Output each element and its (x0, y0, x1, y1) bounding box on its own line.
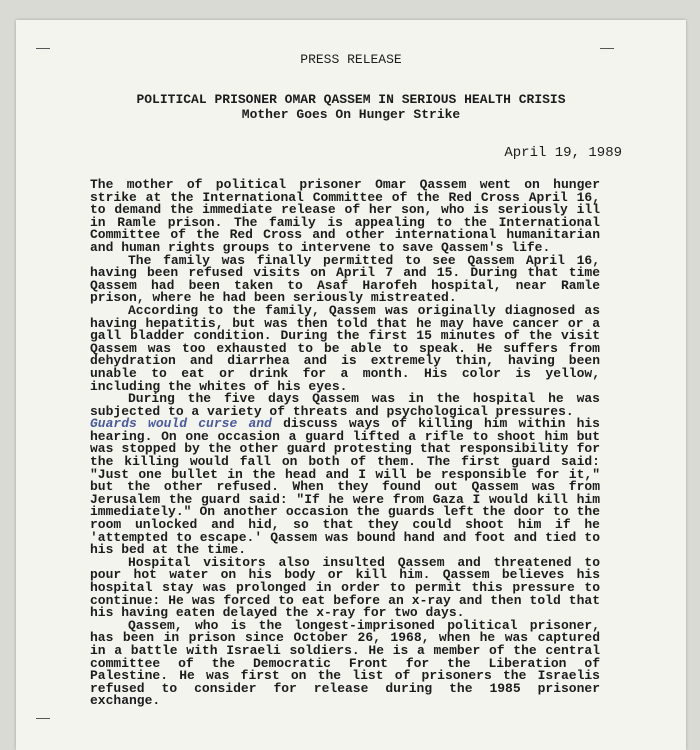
paragraph: Qassem, who is the longest-imprisoned political prisoner, has been in prison since October 26, 1968, when he was captured in a battle with Israeli soldiers. He is a member of the central committee of the Democratic Front for the Liberation of Palestine. He was first on the list of prisoners the Israelis refused to consider for release during the 1985 prisoner exchange. (90, 617, 600, 709)
corner-mark (36, 718, 50, 719)
paragraph: According to the family, Qassem was originally diagnosed as having hepatitis, but was then told that he may have cancer or a gall bladder condition. During the first 15 minutes of the visit Qassem was too exhausted to be able to speak. He suffers from dehydration and diarrhea and is extremely thin, having been unable to eat or drink for a month. His color is yellow, including the whites of his eyes. (90, 302, 600, 394)
release-date: April 19, 1989 (504, 145, 622, 161)
paragraph: The mother of political prisoner Omar Qassem went on hunger strike at the International Committee of the Red Cross April 16, to demand the immediate release of her son, who is seriously ill in Ramle prison. The family is appealing to the International Committee of the Red Cross and other international humanitarian and human rights groups to intervene to save Qassem's life. (90, 177, 600, 255)
paragraph-text: discuss ways of killing him within his hearing. On one occasion a guard lifted a rifle to shoot him but was stopped by the other guard protesting that responsibility for the killing would fall on both of them. The first guard said: "Just one bullet in the head and I will be responsible for it," but the other refused. When they found out Qassem was from Jerusalem the guard said: "If he were from Gaza I would kill him immediately." On another occasion the guards left the door to the room unlocked and hid, so that they could shoot him if he 'attempted to escape.' Qassem was bound hand and foot and tied to his bed at the time. (90, 416, 600, 558)
headline-block (16, 92, 686, 122)
press-release-page (16, 20, 686, 750)
document-title: PRESS RELEASE (300, 52, 402, 67)
article-body (90, 179, 600, 708)
paragraph: During the five days Qassem was in the hospital he was subjected to a variety of threats and psychological pressures. (90, 391, 600, 419)
paragraph: Hospital visitors also insulted Qassem and threatened to pour hot water on his body or kill him. Qassem believes his hospital stay was prolonged in order to permit this pressure to continue: He was forced to eat before an x-ray and then told that his having eaten delayed the x-ray for two days. (90, 554, 600, 621)
headline: POLITICAL PRISONER OMAR QASSEM IN SERIOUS HEALTH CRISIS (136, 92, 566, 107)
handwritten-annotation: Guards would curse and (90, 416, 272, 432)
corner-mark (36, 48, 50, 49)
corner-mark (600, 48, 614, 49)
paragraph-continued (90, 418, 600, 557)
subheadline: Mother Goes On Hunger Strike (241, 107, 461, 122)
paragraph: The family was finally permitted to see Qassem April 16, having been refused visits on April 7 and 15. During that time Qassem had been taken to Asaf Harofeh hospital, near Ramle prison, where he had been seriously mistreated. (90, 252, 600, 306)
